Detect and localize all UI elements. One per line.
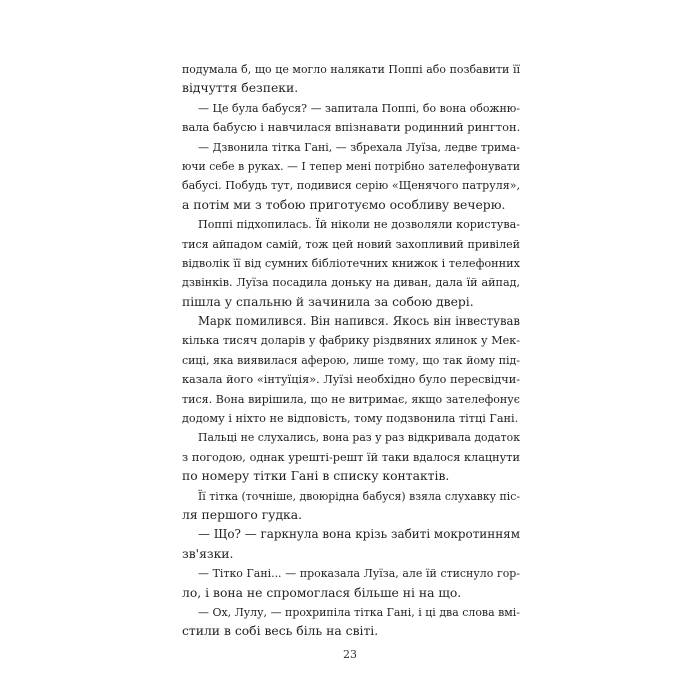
text-line: відчуття безпеки. [182, 81, 299, 96]
text-line: по номеру тітки Гані в списку контактів. [182, 469, 450, 484]
text-line: тися. Вона вирішила, що не витримає, якщо зателефонує [182, 392, 520, 406]
text-line: подумала б, що це могло налякати Поппі або позбавити її [182, 63, 520, 76]
text-line: кілька тисяч доларів у фабрику різдвяних ялинок у Мек- [182, 334, 520, 348]
paragraph [182, 487, 520, 526]
text-line: ючи себе в руках. — І тепер мені потрібно зателефонувати [182, 159, 520, 173]
paragraph [182, 312, 520, 428]
text-line: а потім ми з тобою приготуємо особливу вечерю. [182, 197, 506, 212]
text-line: Поппі підхопилась. Їй ніколи не дозволяли користува- [198, 218, 520, 232]
paragraph [182, 525, 520, 564]
text-line: сиці, яка виявилася аферою, лише тому, що так йому під- [182, 353, 520, 367]
text-line: казала його «інтуїція». Луїзі необхідно було пересвідчи- [182, 373, 520, 387]
page-number: 23 [343, 648, 357, 661]
text-line: — Що? — гаркнула вона крізь забиті мокротинням [198, 527, 520, 542]
text-line: стили в собі весь біль на світі. [182, 624, 379, 639]
text-line: — Дзвонила тітка Гані, — збрехала Луїза, ледве трима- [198, 140, 520, 154]
paragraph [182, 603, 520, 642]
text-line: — Ох, Лулу, — прохрипіла тітка Гані, і ці два слова вмі- [198, 605, 520, 619]
text-line: Пальці не слухались, вона раз у раз відкривала додаток [198, 431, 520, 445]
text-line: зв'язки. [182, 546, 234, 561]
text-line: дзвінків. Луїза посадила доньку на диван, дала їй айпад, [182, 276, 520, 290]
paragraph [182, 564, 520, 603]
text-line: вала бабусю і навчилася впізнавати родинний рингтон. [182, 120, 521, 135]
text-line: відволік її від сумних бібліотечних книжок і телефонних [182, 256, 520, 270]
text-line: — Це була бабуся? — запитала Поппі, бо вона обожню- [198, 101, 520, 115]
text-line: Її тітка (точніше, двоюрідна бабуся) взяла слухавку піс- [198, 489, 520, 503]
text-line: тися айпадом самій, тож цей новий захопливий привілей [182, 237, 520, 251]
paragraph [182, 215, 520, 312]
text-line: Марк помилився. Він напився. Якось він інвестував [198, 314, 520, 329]
text-line: пішла у спальню й зачинила за собою двері. [182, 294, 474, 309]
body-text [182, 60, 520, 642]
text-line: — Тітко Гані... — проказала Луїза, але їй стиснуло гор- [198, 567, 520, 581]
paragraph [182, 138, 520, 216]
text-line: з погодою, однак урешті-решт їй таки вдалося клацнути [182, 450, 520, 464]
text-line: ля першого гудка. [182, 507, 303, 522]
paragraph [182, 99, 520, 138]
text-line: ло, і вона не спромоглася більше ні на що. [182, 585, 462, 600]
text-line: додому і ніхто не відповість, тому подзвонила тітці Гані. [182, 412, 519, 426]
paragraph [182, 60, 520, 99]
text-line: бабусі. Побудь тут, подивися серію «Щенячого патруля», [182, 179, 520, 193]
paragraph [182, 428, 520, 486]
